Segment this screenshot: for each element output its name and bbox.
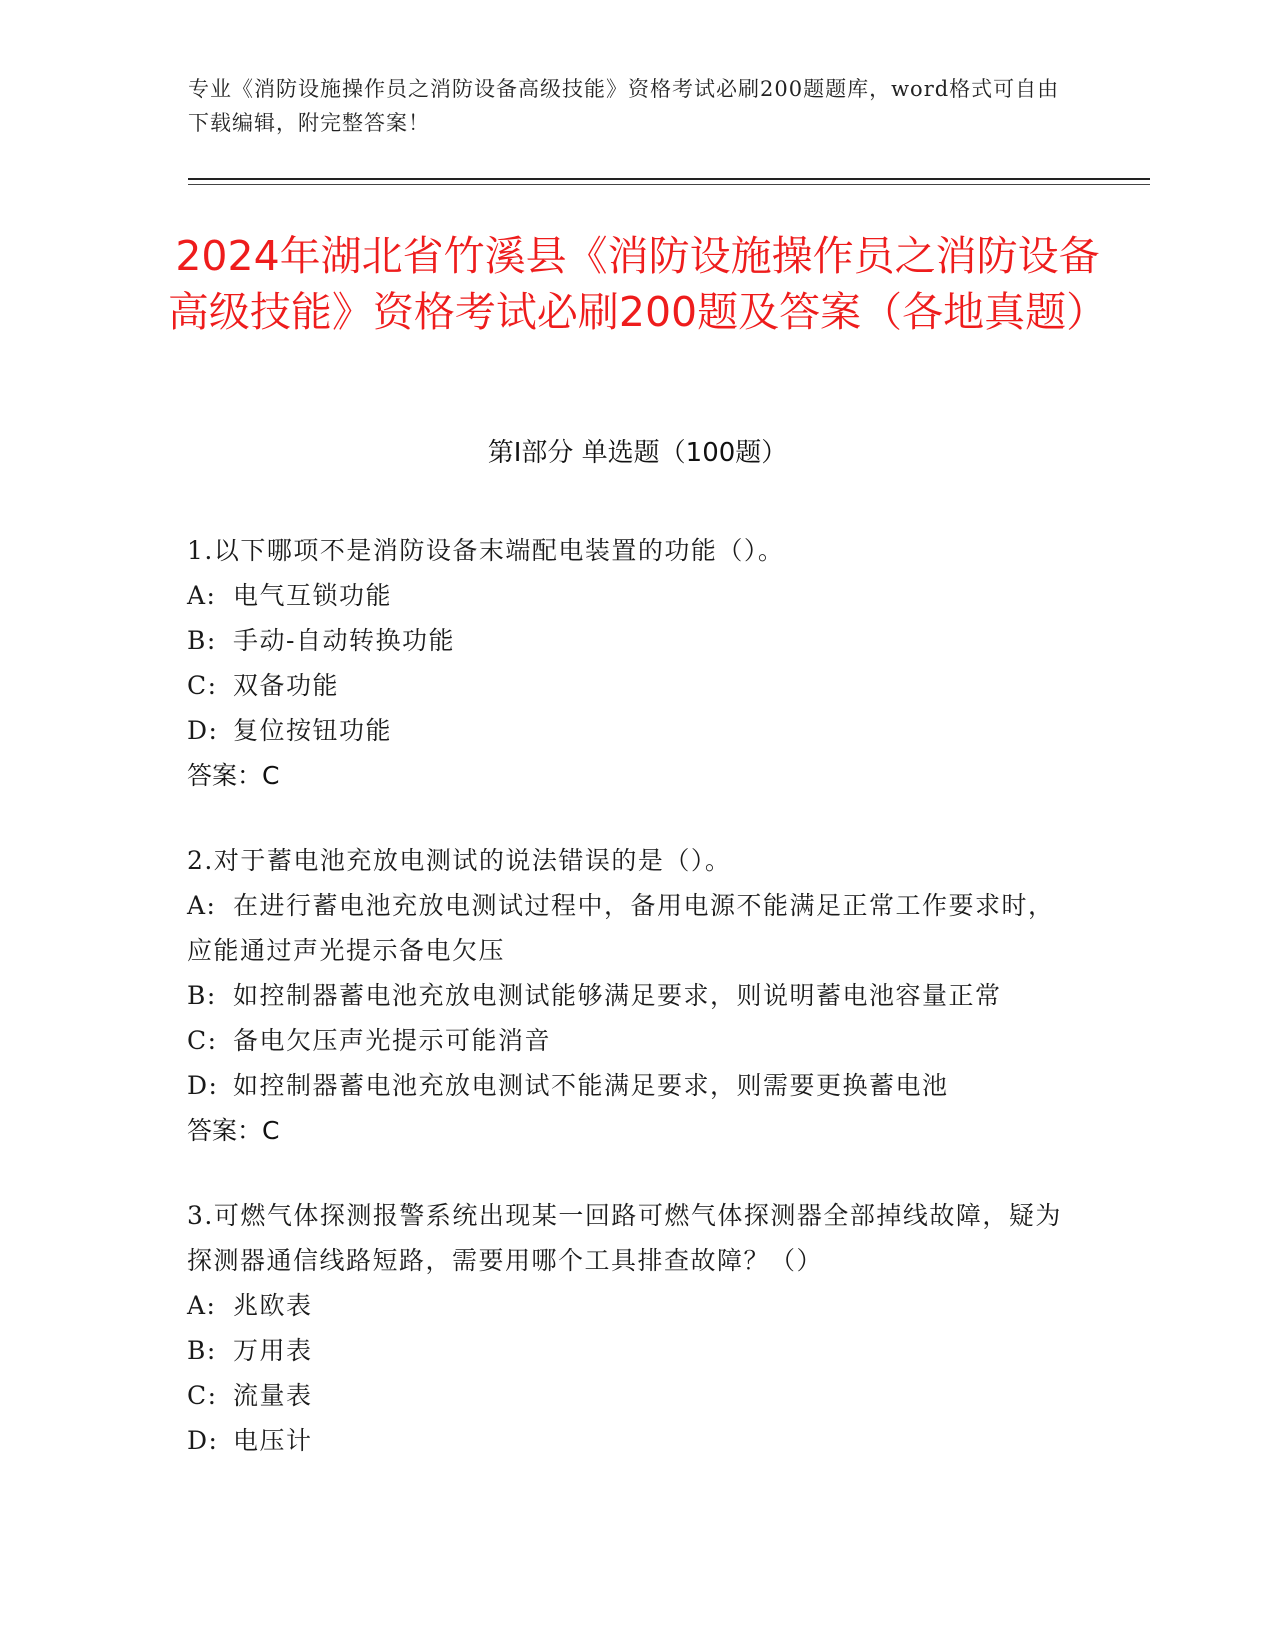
- option-d: [187, 708, 1077, 753]
- question-stem: 3.可燃气体探测报警系统出现某一回路可燃气体探测器全部掉线故障，疑为探测器通信线路短路，需要用哪个工具排查故障？（）: [187, 1201, 1062, 1275]
- option-key: D:: [187, 1071, 219, 1100]
- option-d: [187, 1063, 1077, 1108]
- option-key: D:: [187, 716, 219, 745]
- question-3: [187, 1193, 1077, 1463]
- option-text: 手动-自动转换功能: [233, 626, 455, 655]
- question-stem: 2.对于蓄电池充放电测试的说法错误的是（）。: [187, 846, 732, 875]
- document-title: 2024年湖北省竹溪县《消防设施操作员之消防设备高级技能》资格考试必刷200题及答案（各地真题）: [167, 232, 1108, 336]
- option-text: 复位按钮功能: [233, 716, 393, 745]
- option-key: B:: [187, 626, 217, 655]
- option-a: [187, 883, 1077, 973]
- option-text: 流量表: [233, 1381, 313, 1410]
- option-text: 如控制器蓄电池充放电测试不能满足要求，则需要更换蓄电池: [233, 1071, 949, 1100]
- section-title: 第Ⅰ部分 单选题（100题）: [487, 438, 788, 468]
- option-text: 兆欧表: [233, 1291, 313, 1320]
- option-a: [187, 573, 1077, 618]
- option-b: [187, 1328, 1077, 1373]
- option-key: A:: [187, 581, 217, 610]
- option-c: [187, 1018, 1077, 1063]
- option-a: [187, 1283, 1077, 1328]
- option-key: B:: [187, 981, 217, 1010]
- option-key: C:: [187, 1026, 218, 1055]
- option-text: 备电欠压声光提示可能消音: [233, 1026, 552, 1055]
- option-b: [187, 973, 1077, 1018]
- question-1: [187, 528, 1077, 798]
- question-list: [187, 528, 1077, 1503]
- option-d: [187, 1418, 1077, 1463]
- option-b: [187, 618, 1077, 663]
- option-key: B:: [187, 1336, 217, 1365]
- option-key: D:: [187, 1426, 219, 1455]
- answer-line: 答案：C: [187, 1116, 280, 1145]
- option-key: A:: [187, 891, 217, 920]
- question-2: [187, 838, 1077, 1153]
- option-text: 电压计: [233, 1426, 313, 1455]
- option-key: A:: [187, 1291, 217, 1320]
- option-text: 电气互锁功能: [233, 581, 393, 610]
- option-text: 如控制器蓄电池充放电测试能够满足要求，则说明蓄电池容量正常: [233, 981, 1002, 1010]
- option-text: 双备功能: [233, 671, 340, 700]
- header-rule-thick: [188, 178, 1150, 180]
- header-note: 专业《消防设施操作员之消防设备高级技能》资格考试必刷200题题库，word格式可自由下载编辑，附完整答案！: [188, 77, 1060, 135]
- header-rule-thin: [188, 184, 1150, 185]
- option-c: [187, 1373, 1077, 1418]
- answer-line: 答案：C: [187, 761, 280, 790]
- option-text: 万用表: [233, 1336, 313, 1365]
- option-text: 在进行蓄电池充放电测试过程中，备用电源不能满足正常工作要求时，应能通过声光提示备电欠压: [187, 891, 1055, 965]
- option-c: [187, 663, 1077, 708]
- option-key: C:: [187, 671, 218, 700]
- question-stem: 1.以下哪项不是消防设备末端配电装置的功能（）。: [187, 536, 785, 565]
- option-key: C:: [187, 1381, 218, 1410]
